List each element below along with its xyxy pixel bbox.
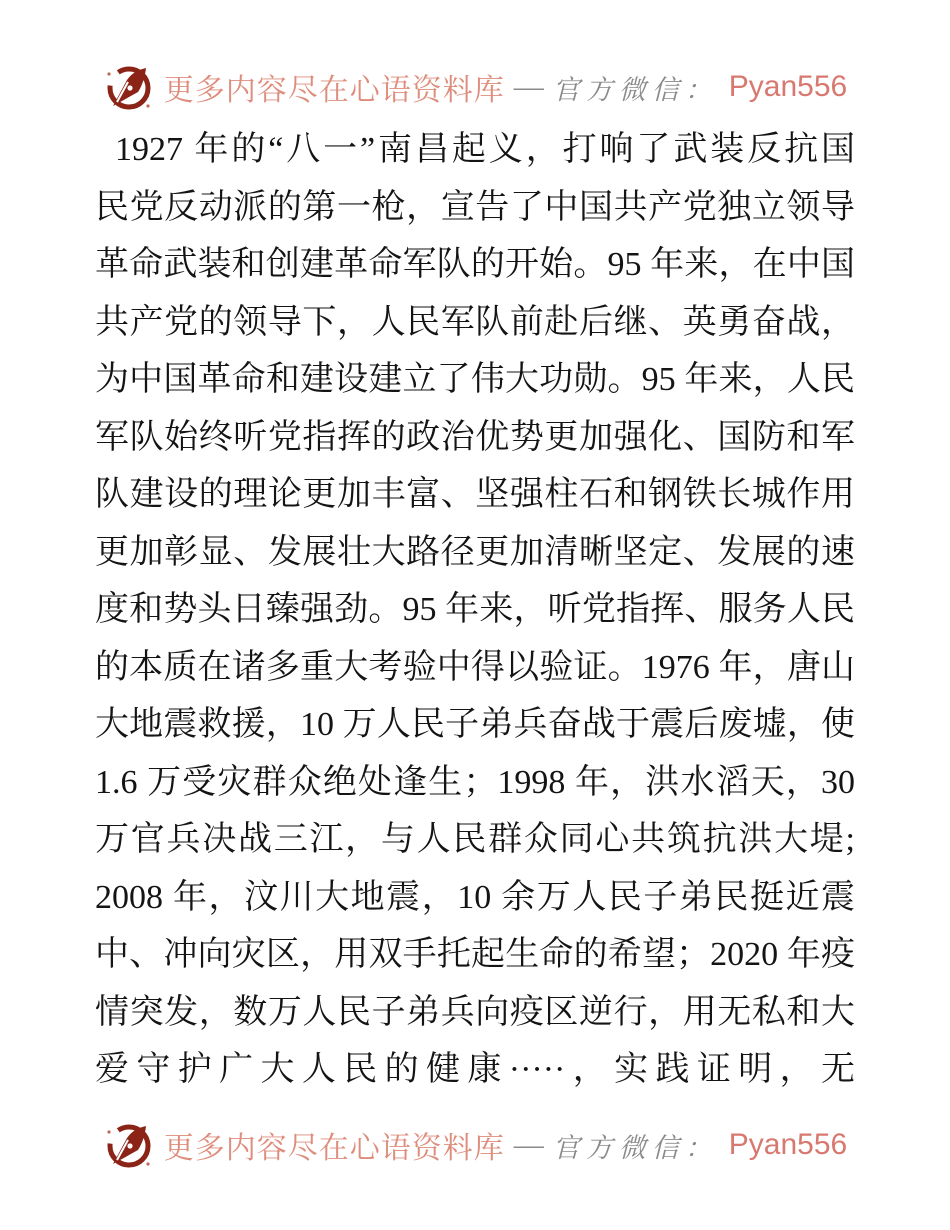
text-line: 万官兵决战三江，与人民群众同心共筑抗洪大堤; — [95, 821, 855, 858]
wechat-account: Pyan556 — [728, 1128, 848, 1161]
text-line: 更加彰显、发展壮大路径更加清晰坚定、发展的速 — [95, 533, 855, 571]
text-line: 度和势头日臻强劲。95 年来，听党指挥、服务人民 — [95, 591, 855, 628]
watermark-text: 更多内容尽在心语资料库 — [163, 74, 505, 107]
text-line: 军队始终听党指挥的政治优势更加强化、国防和军 — [95, 418, 855, 456]
watermark-dash: — — [513, 70, 544, 103]
text-line: 队建设的理论更加丰富、坚强柱石和钢铁长城作用 — [95, 476, 855, 513]
text-line: 民党反动派的第一枪，宣告了中国共产党独立领导 — [95, 188, 855, 226]
wechat-label: 官方微信： — [552, 74, 718, 105]
text-line: 1.6 万受灾群众绝处逢生；1998 年，洪水滔天，30 — [95, 763, 855, 801]
text-line: 共产党的领导下，人民军队前赴后继、英勇奋战， — [95, 303, 855, 341]
text-line: 中、冲向灾区，用双手托起生命的希望；2020 年疫 — [95, 936, 855, 973]
text-line: 的本质在诸多重大考验中得以验证。1976 年，唐山 — [95, 648, 855, 686]
watermark-footer — [0, 1118, 950, 1172]
watermark-dash: — — [513, 1128, 544, 1161]
watermark-text: 更多内容尽在心语资料库 — [163, 1132, 505, 1165]
text-line: 革命武装和创建革命军队的开始。95 年来，在中国 — [95, 246, 855, 283]
text-line: 情突发，数万人民子弟兵向疫区逆行，用无私和大 — [95, 993, 855, 1031]
text-line: 大地震救援，10 万人民子弟兵奋战于震后废墟，使 — [95, 706, 855, 743]
text-line: 爱守护广大人民的健康·····，实践证明，无 — [95, 1051, 855, 1088]
wechat-account: Pyan556 — [728, 70, 848, 103]
pen-circle-logo-icon — [103, 60, 155, 114]
text-line: 1927 年的“八一”南昌起义，打响了武装反抗国 — [115, 131, 855, 168]
pen-circle-logo-icon — [103, 1118, 155, 1172]
document-body — [95, 121, 855, 1099]
wechat-label: 官方微信： — [552, 1132, 718, 1163]
text-line: 为中国革命和建设建立了伟大功勋。95 年来，人民 — [95, 361, 855, 398]
watermark-header — [0, 60, 950, 114]
text-line: 2008 年，汶川大地震，10 余万人民子弟民挺近震 — [95, 878, 855, 916]
